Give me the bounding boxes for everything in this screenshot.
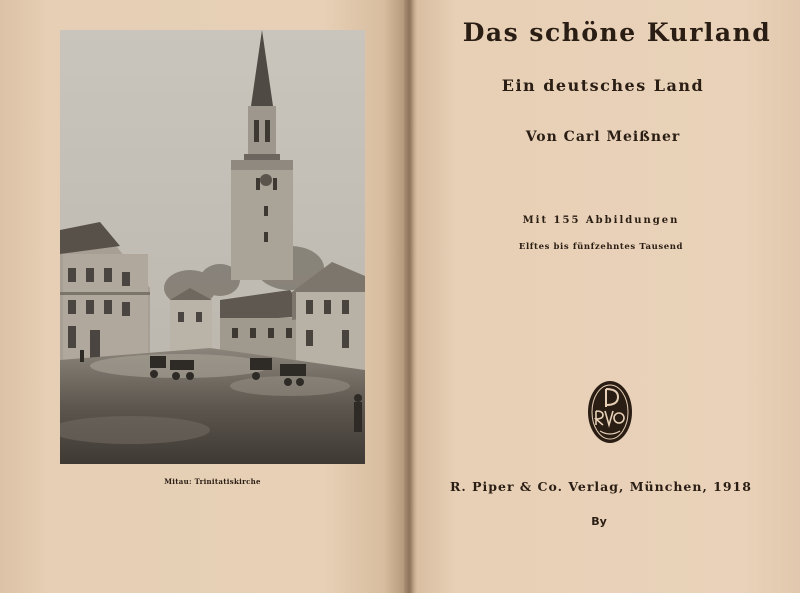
piper-publisher-logo-icon [586, 379, 634, 445]
edition-note: Elftes bis fünfzehntes Tausend [518, 242, 684, 252]
book-subtitle: Ein deutsches Land [501, 76, 705, 95]
book-author: Von Carl Meißner [525, 129, 681, 145]
right-page [418, 0, 800, 593]
publisher-line: R. Piper & Co. Verlag, München, 1918 [450, 479, 752, 494]
church-photograph [60, 30, 365, 464]
handwritten-note: By [591, 515, 607, 528]
book-title: Das schöne Kurland [462, 18, 772, 47]
illustration-count: Mit 155 Abbildungen [522, 215, 680, 226]
plate-caption: Mitau: Trinitatiskirche [164, 477, 261, 486]
